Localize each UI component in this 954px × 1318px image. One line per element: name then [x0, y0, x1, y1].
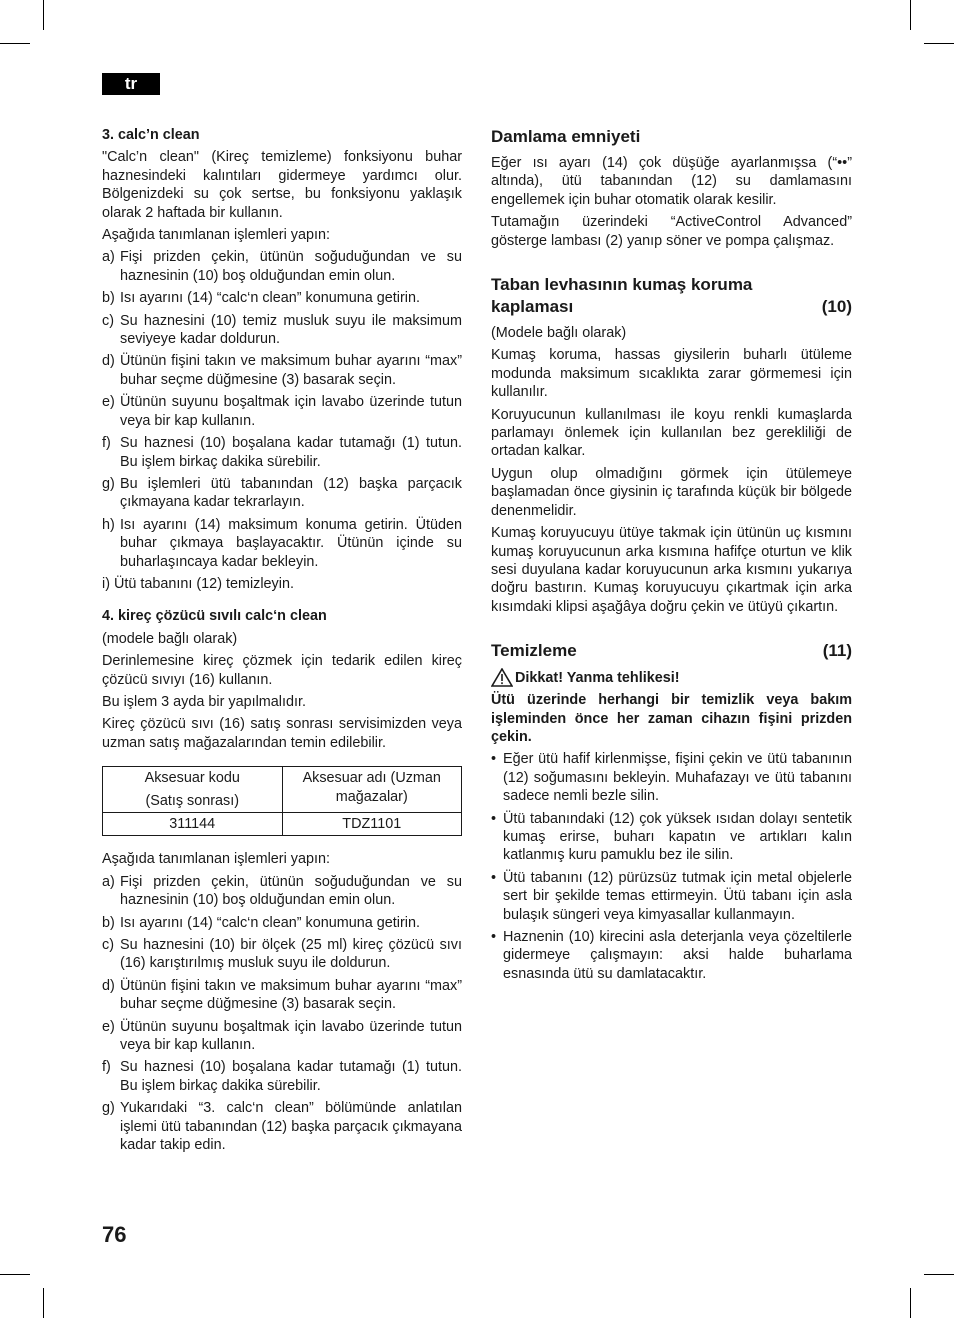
soleplate-cover-heading: Taban levhasının kumaş koruma kaplaması (10) [491, 275, 852, 317]
step-item: c) Su haznesini (10) bir ölçek (25 ml) kireç çözücü sıvı (16) karıştırılmış musluk suyu ile doldurun. [102, 937, 462, 972]
accessory-table [102, 766, 462, 836]
section-4-title: 4. kireç çözücü sıvılı calc‘n clean [102, 608, 327, 625]
table-header-row [103, 767, 462, 813]
section-4-para: Kireç çözücü sıvı (16) satış sonrası servisimizden veya uzman satış mağazalarından temin edilebilir. [102, 716, 462, 751]
table-cell: 311144 [103, 813, 283, 836]
crop-mark [924, 1274, 954, 1275]
crop-mark [0, 43, 30, 44]
section-4-para: Bu işlem 3 ayda bir yapılmalıdır. [102, 693, 306, 710]
list-item: • Ütü tabanındaki (12) çok yüksek ısıdan dolayı sentetik kumaş erirse, buharı kapatın ve artıkları kalın katlanmış kuru pamuklu bez ile silin. [491, 810, 852, 864]
step-item: b) Isı ayarını (14) “calc‘n clean” konumuna getirin. [102, 914, 420, 931]
step-item: f) Su haznesi (10) boşalana kadar tutamağı (1) tutun. Bu işlem birkaç dakika sürebilir. [102, 1059, 462, 1094]
step-item: g) Yukarıdaki “3. calc‘n clean” bölümünde anlatılan işlemi ütü tabanından (12) başka parçacık çıkmayana kadar takip edin. [102, 1100, 462, 1154]
section-4-lead: Aşağıda tanımlanan işlemleri yapın: [102, 851, 330, 868]
table-header-cell: Aksesuar kodu (Satış sonrası) [103, 767, 283, 813]
cover-para: Uygun olup olmadığını görmek için ütülemeye başlamadan önce giysinin iç tarafında küçük bir bölgede denenmelidir. [491, 465, 852, 519]
drip-para: Eğer ısı ayarı (14) çok düşüğe ayarlanmışsa (“••” altında), ütü tabanından (12) su damlamasını engellemek için buhar otomatik olarak kesilir. [491, 155, 852, 208]
step-item: g) Bu işlemleri ütü tabanından (12) başka parçacık çıkmayana kadar tekrarlayın. [102, 475, 462, 511]
language-tab: tr [102, 73, 160, 95]
section-4-para: Derinlemesine kireç çözmek için tedarik edilen kireç çözücü sıvıyı (16) kullanın. [102, 653, 462, 688]
cover-para: Kumaş koruyucuyu ütüye takmak için ütünün uç kısmını kumaş koruyucunun arka kısmına hafifçe oturtun ve klik sesi duyulana kadar koruyucunun arka kısmını yukarıya doğru bastırın. Kumaş koruyucuyu çıkartmak için arka kısımdaki klipsi aşağâya doğru çekin ve ütüyü çıkartın. [491, 525, 852, 615]
left-column [102, 126, 462, 1159]
step-item: e) Ütünün suyunu boşaltmak için lavabo üzerinde tutun veya bir kap kullanın. [102, 394, 462, 429]
crop-mark [0, 1274, 30, 1275]
burn-warning [491, 668, 852, 687]
section-3-intro: "Calc’n clean" (Kireç temizleme) fonksiyonu buhar haznesindeki kalıntıları gidermeye yardımcı olur. Bölgenizdeki su çok sertse, bu fonksiyonu yaklaşık olarak 2 haftada bir kullanın. [102, 149, 462, 221]
crop-mark [924, 43, 954, 44]
table-header-cell: Aksesuar adı (Uzman mağazalar) [282, 767, 462, 813]
section-3-lead: Aşağıda tanımlanan işlemleri yapın: [102, 227, 330, 244]
section-3-steps [102, 248, 462, 571]
crop-mark [43, 0, 44, 30]
step-item: a) Fişi prizden çekin, ütünün soğuduğundan ve su haznesinin (10) boş olduğundan emin olun. [102, 249, 462, 284]
crop-mark [910, 0, 911, 30]
crop-mark [910, 1288, 911, 1318]
table-row [103, 813, 462, 836]
cover-note: (Modele bağlı olarak) [491, 325, 627, 342]
step-item: a) Fişi prizden çekin, ütünün soğuduğundan ve su haznesinin (10) boş olduğundan emin olun. [102, 873, 462, 909]
step-item: b) Isı ayarını (14) “calc‘n clean” konumuna getirin. [102, 290, 420, 307]
cover-para: Kumaş koruma, hassas giysilerin buharlı ütüleme modunda maksimum sıcaklıkta zarar görmemesi için kullanılır. [491, 347, 852, 401]
list-item: • Haznenin (10) kirecini asla deterjanla veya çözeltilerle gidermeye çalışmayın: aksi halde buharlama esnasında ütü su damlatacaktır. [491, 929, 852, 982]
section-3-title: 3. calc’n clean [102, 127, 200, 143]
warning-label: Dikkat! Yanma tehlikesi! [515, 669, 680, 686]
step-item: e) Ütünün suyunu boşaltmak için lavabo üzerinde tutun veya bir kap kullanın. [102, 1018, 462, 1054]
table-cell: TDZ1101 [282, 813, 462, 836]
section-4-note: (modele bağlı olarak) [102, 630, 238, 647]
crop-mark [43, 1288, 44, 1318]
warning-triangle-icon [491, 668, 513, 687]
drip-stop-heading: Damlama emniyeti [491, 127, 641, 146]
cleaning-heading: Temizleme (11) [491, 641, 852, 661]
list-item: • Ütü tabanını (12) pürüzsüz tutmak için metal objelerle sert bir şekilde temas ettirmeyin. Ütü tabanı için asla bulaşık süngeri veya kimyasallar kullanmayın. [491, 869, 852, 923]
drip-para: Tutamağın üzerindeki “ActiveControl Advanced” gösterge lambası (2) yanıp söner ve pompa çalışmaz. [491, 214, 852, 249]
cleaning-bullets [491, 750, 852, 983]
page-number: 76 [102, 1222, 127, 1247]
step-item: d) Ütünün fişini takın ve maksimum buhar ayarını “max” buhar seçme düğmesine (3) basarak seçin. [102, 353, 462, 388]
step-item: f) Su haznesi (10) boşalana kadar tutamağı (1) tutun. Bu işlem birkaç dakika sürebilir. [102, 435, 462, 470]
step-item: c) Su haznesini (10) temiz musluk suyu ile maksimum seviyeye kadar doldurun. [102, 312, 462, 348]
list-item: • Eğer ütü hafif kirlenmişse, fişini çekin ve ütü tabanının (12) soğumasını bekleyin. Muhafazayı ve ütü tabanını sadece nemli bezle silin. [491, 751, 852, 805]
section-4-steps [102, 873, 462, 1155]
warning-text: Ütü üzerinde herhangi bir temizlik veya bakım işleminden önce her zaman cihazın fişini prizden çekin. [491, 692, 852, 745]
cover-para: Koruyucunun kullanılması ile koyu renkli kumaşlarda parlamayı önlemek için kullanılan bez gerekliliği de ortadan kalkar. [491, 406, 852, 460]
right-column [491, 126, 852, 987]
section-3-last-step: i) Ütü tabanını (12) temizleyin. [102, 575, 294, 592]
step-item: h) Isı ayarını (14) maksimum konuma getirin. Ütüden buhar çıkmaya başlayacaktır. Ütünün içinde su buharlaşıncaya kadar bekleyin. [102, 516, 462, 570]
step-item: d) Ütünün fişini takın ve maksimum buhar ayarını “max” buhar seçme düğmesine (3) basarak seçin. [102, 977, 462, 1013]
